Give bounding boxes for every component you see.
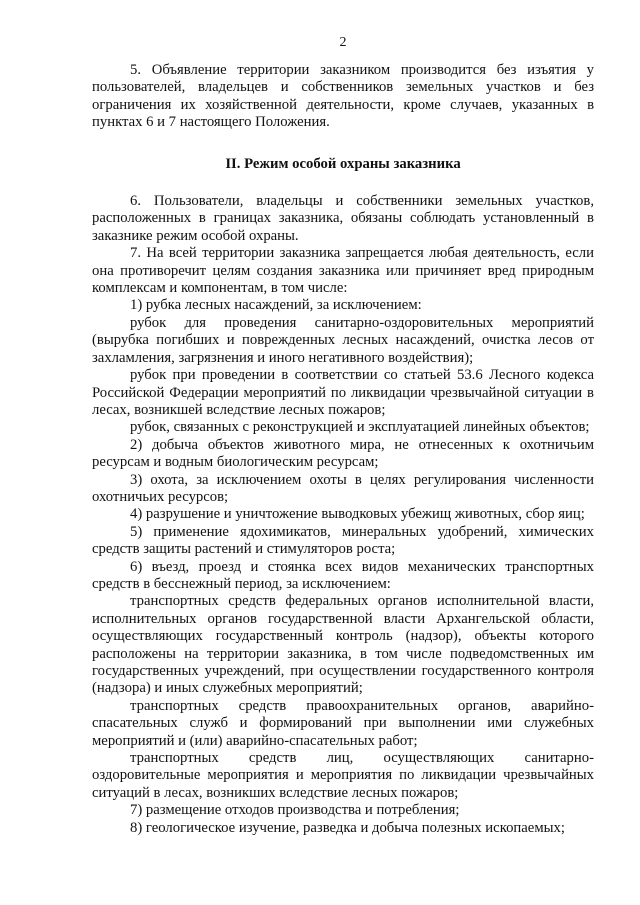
item-1-exception-emergency: рубок при проведении в соответствии со статьей 53.6 Лесного кодекса Российской Федерации мероприятий по ликвидации чрезвычайной ситуации в лесах, возникшей вследствие лесных пожаров; (92, 367, 594, 418)
item-5: 5) применение ядохимикатов, минеральных удобрений, химических средств защиты растений и стимуляторов роста; (92, 523, 594, 558)
item-2: 2) добыча объектов животного мира, не отнесенных к охотничьим ресурсам и водным биологическим ресурсам; (92, 436, 594, 471)
item-7: 7) размещение отходов производства и потребления; (130, 802, 460, 819)
item-3: 3) охота, за исключением охоты в целях регулирования численности охотничьих ресурсов; (92, 471, 594, 505)
item-6-exception-federal: транспортных средств федеральных органов исполнительной власти, исполнительных органов государственной власти Архангельской области, осуществляющих государственный контроль (надзор), объекты которого расположены на территории заказника, в том числе подведомственных им государственных учреждений, при осуществлении государственного контроля (надзора) и иных служебных мероприятий; (92, 593, 594, 697)
item-6: 6) въезд, проезд и стоянка всех видов механических транспортных средств в бесснежный период, за исключением: (92, 558, 594, 592)
document-page (92, 32, 594, 837)
item-8: 8) геологическое изучение, разведка и добыча полезных ископаемых; (130, 819, 565, 836)
page-number: 2 (339, 35, 347, 50)
paragraph-7: 7. На всей территории заказника запрещается любая деятельность, если она противоречит целям создания заказника или причиняет вред природным комплексам и компонентам, в том числе: (92, 245, 594, 297)
item-1: 1) рубка лесных насаждений, за исключением: (130, 297, 422, 314)
item-1-exception-sanitary: рубок для проведения санитарно-оздоровительных мероприятий (вырубка погибших и поврежденных лесных насаждений, очистка лесов от захламления, загрязнения и иного негативного воздействия); (92, 314, 594, 366)
item-4: 4) разрушение и уничтожение выводковых убежищ животных, сбор яиц; (130, 506, 585, 523)
paragraph-5: 5. Объявление территории заказником производится без изъятия у пользователей, владельцев и собственников земельных участков и без ограничения их хозяйственной деятельности, кроме случаев, указанных в пунктах 6 и 7 настоящего Положения. (92, 62, 594, 131)
paragraph-6: 6. Пользователи, владельцы и собственники земельных участков, расположенных в границах заказника, обязаны соблюдать установленный в заказнике режим особой охраны. (92, 193, 594, 244)
item-6-exception-law-enforcement: транспортных средств правоохранительных органов, аварийно-спасательных служб и формирований при выполнении ими служебных мероприятий и (или) аварийно-спасательных работ; (92, 697, 594, 749)
item-6-exception-sanitary: транспортных средств лиц, осуществляющих санитарно-оздоровительные мероприятия и мероприятия по ликвидации чрезвычайных ситуаций в лесах, возникших вследствие лесных пожаров; (92, 750, 594, 801)
section-heading: II. Режим особой охраны заказника (225, 155, 461, 172)
item-1-exception-linear: рубок, связанных с реконструкцией и эксплуатацией линейных объектов; (130, 419, 590, 436)
